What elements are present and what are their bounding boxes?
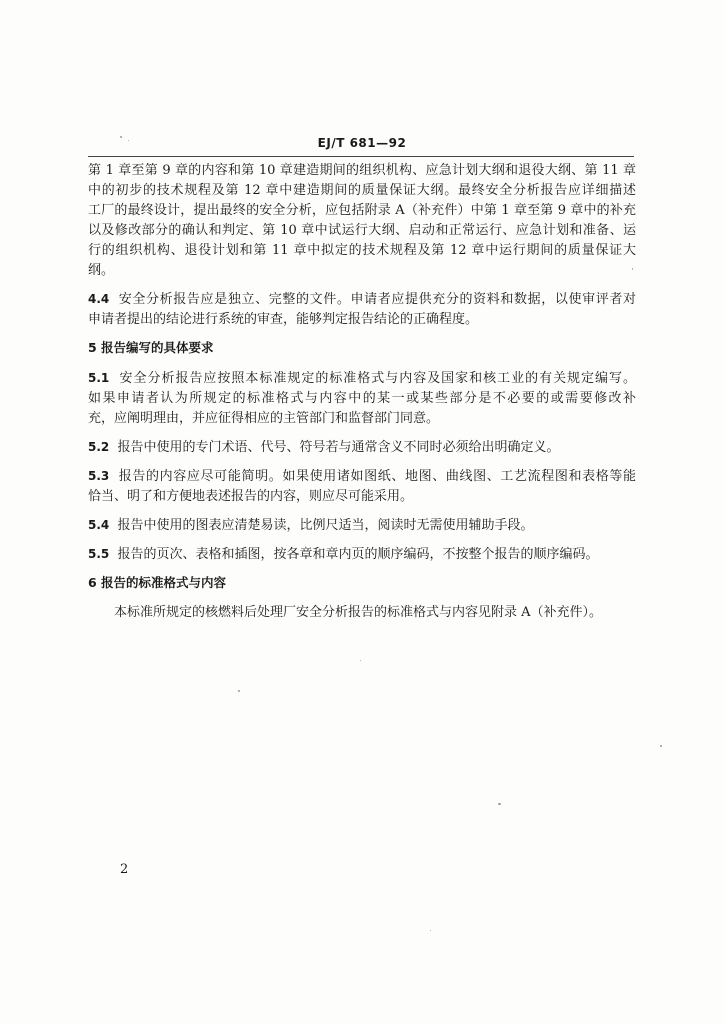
clause-line: [88, 368, 636, 389]
clause-line: 恰当、明了和方便地表述报告的内容，则应尽可能采用。: [88, 489, 414, 504]
clause-number: 5.4: [88, 518, 110, 532]
header-rule: [88, 156, 634, 157]
clause-line: 申请者提出的结论进行系统的审查，能够判定报告结论的正确程度。: [88, 312, 479, 327]
clause-text: 报告的内容应尽可能简明。如果使用诸如图纸、地图、曲线图、工艺流程图和表格等能: [118, 469, 636, 484]
scan-speck: [360, 660, 361, 661]
intro-line: 第 1 章至第 9 章的内容和第 10 章建造期间的组织机构、应急计划大纲和退役大纲、第 11 章: [88, 163, 636, 178]
clause-4-4: [88, 289, 636, 330]
intro-line: 纲。: [88, 263, 115, 278]
clause-line: 如果申请者认为所规定的标准格式与内容中的某一或某些部分是不必要的或需要修改补: [88, 391, 636, 406]
clause-line: 充，应阐明理由，并应征得相应的主管部门和监督部门同意。: [88, 411, 440, 426]
clause-5-2: [88, 437, 636, 458]
standard-code-header: EJ/T 681—92: [317, 136, 407, 150]
clause-5-1: [88, 368, 636, 429]
clause-line: [88, 466, 636, 487]
clause-line: [88, 437, 636, 458]
document-body: [88, 161, 636, 631]
clause-line: [88, 544, 636, 565]
clause-number: 4.4: [88, 292, 110, 306]
scan-speck: [430, 930, 431, 931]
clause-line: [88, 515, 636, 536]
clause-number: 5.3: [88, 469, 110, 483]
intro-paragraph: [88, 161, 636, 281]
clause-5-4: [88, 515, 636, 536]
section-6-paragraph: [88, 603, 636, 623]
scan-speck: [632, 268, 633, 270]
clause-text: 安全分析报告应是独立、完整的文件。申请者应提供充分的资料和数据，以使审评者对: [118, 292, 636, 307]
intro-line: 行的组织机构、退役计划和第 11 章中拟定的技术规程及第 12 章中运行期间的质量保证大: [88, 243, 636, 258]
scan-speck: [120, 136, 122, 138]
scan-speck: [498, 803, 501, 805]
section-6-line: 本标准所规定的核燃料后处理厂安全分析报告的标准格式与内容见附录 A（补充件）。: [114, 605, 603, 620]
clause-number: 5.2: [88, 440, 110, 454]
clause-line: [88, 289, 636, 310]
scan-speck: [660, 745, 662, 747]
intro-line: 以及修改部分的确认和判定、第 10 章中试运行大纲、启动和正常运行、应急计划和准备、运: [88, 223, 636, 238]
clause-5-5: [88, 544, 636, 565]
scan-speck: [128, 140, 129, 141]
clause-text: 报告的页次、表格和插图，按各章和章内页的顺序编码，不按整个报告的顺序编码。: [117, 547, 599, 562]
clause-number: 5.5: [88, 547, 110, 561]
intro-line: 中的初步的技术规程及第 12 章中建造期间的质量保证大纲。最终安全分析报告应详细描述: [88, 183, 636, 198]
clause-5-3: [88, 466, 636, 507]
intro-line: 工厂的最终设计，提出最终的安全分析，应包括附录 A（补充件）中第 1 章至第 9 章中的补充: [88, 203, 636, 218]
section-6-heading: 6 报告的标准格式与内容: [88, 575, 227, 590]
scan-speck: [238, 690, 240, 692]
clause-text: 报告中使用的专门术语、代号、符号若与通常含义不同时必须给出明确定义。: [117, 440, 560, 455]
section-5-heading: 5 报告编写的具体要求: [88, 340, 214, 355]
clause-text: 安全分析报告应按照本标准规定的标准格式与内容及国家和核工业的有关规定编写。: [119, 371, 636, 386]
clause-number: 5.1: [88, 371, 110, 385]
page-number: 2: [120, 862, 129, 877]
clause-text: 报告中使用的图表应清楚易读，比例尺适当，阅读时无需使用辅助手段。: [117, 518, 534, 533]
